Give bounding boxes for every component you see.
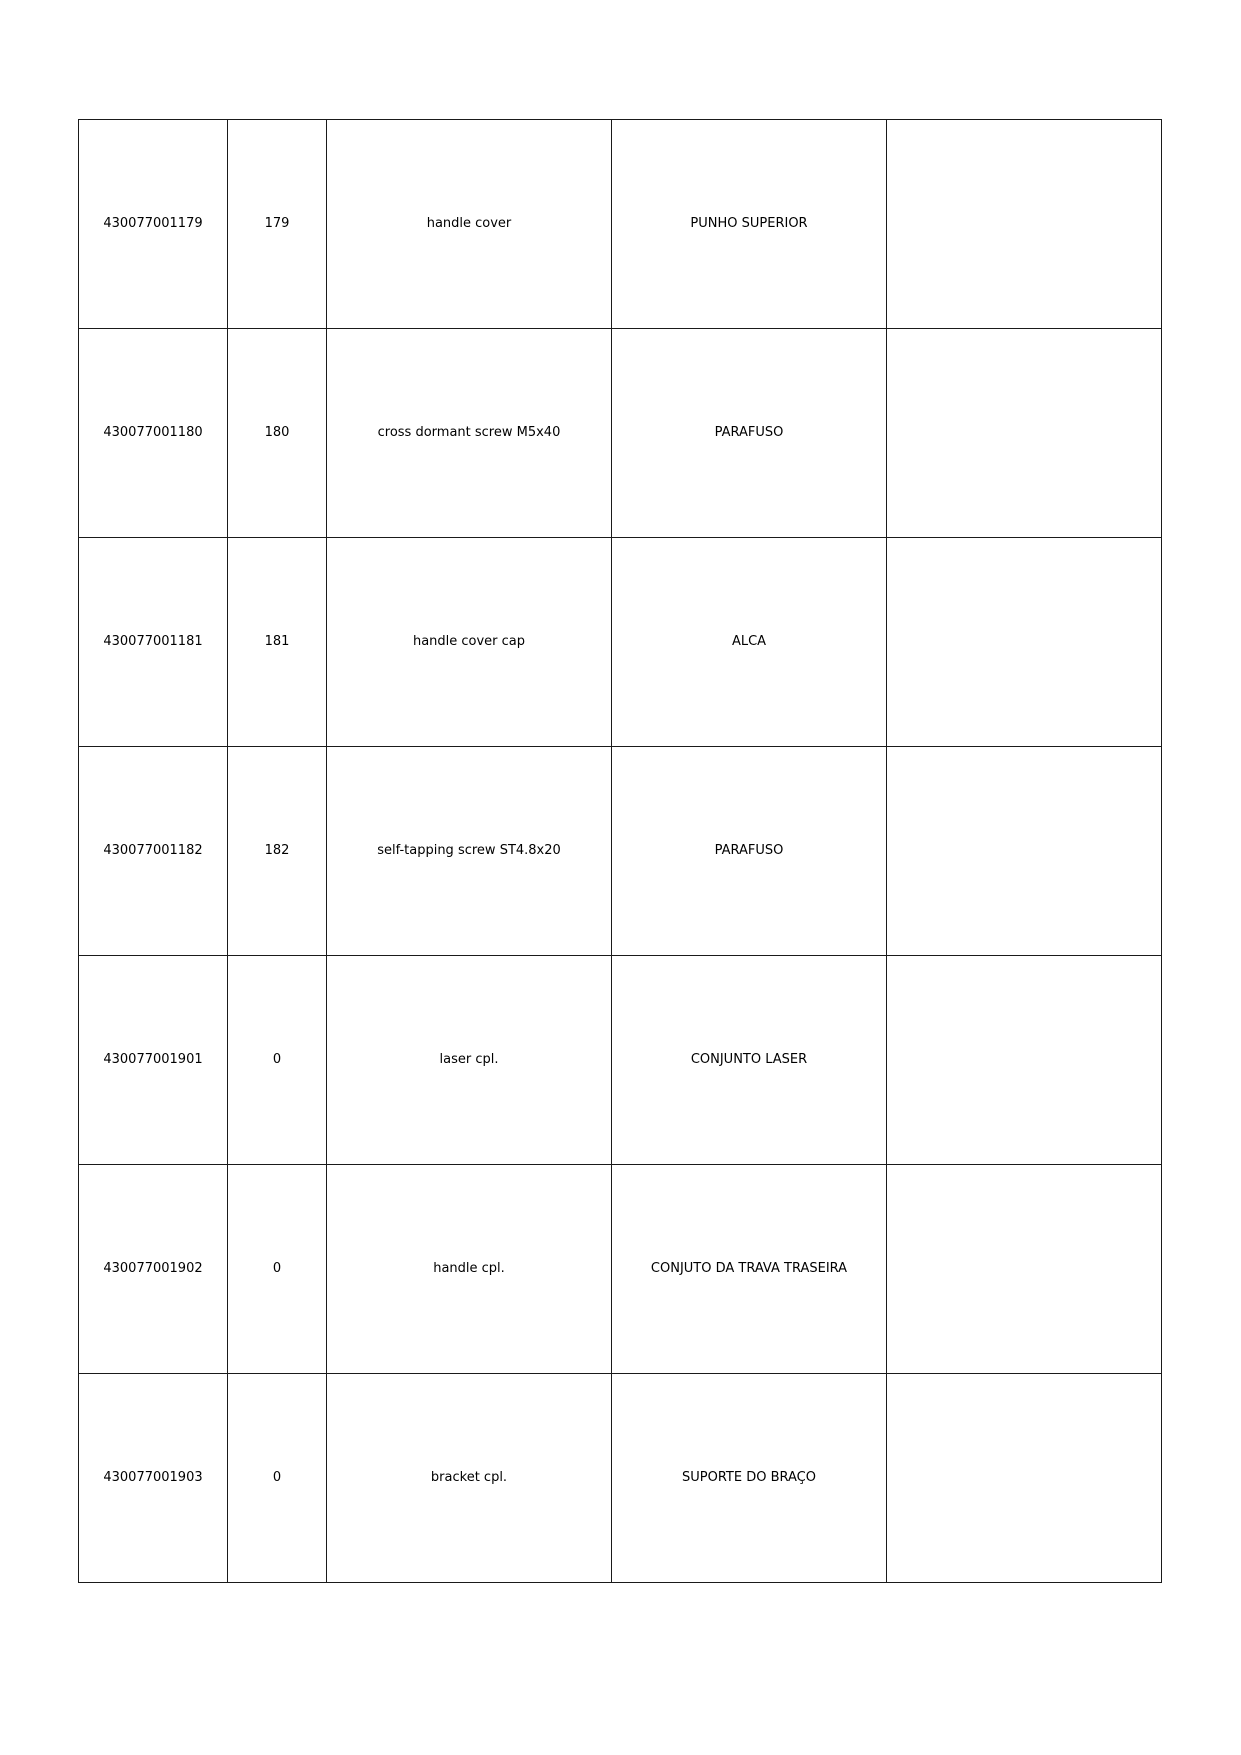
table-row — [79, 1165, 1162, 1374]
description-pt-cell: PARAFUSO — [612, 329, 887, 538]
table-row — [79, 329, 1162, 538]
description-pt-cell: PUNHO SUPERIOR — [612, 120, 887, 329]
description-en-cell: cross dormant screw M5x40 — [327, 329, 612, 538]
description-pt-cell: CONJUTO DA TRAVA TRASEIRA — [612, 1165, 887, 1374]
notes-cell — [887, 329, 1162, 538]
position-number-cell: 0 — [228, 956, 327, 1165]
table-row — [79, 956, 1162, 1165]
description-pt-cell: SUPORTE DO BRAÇO — [612, 1374, 887, 1583]
description-pt-cell: CONJUNTO LASER — [612, 956, 887, 1165]
position-number-cell: 0 — [228, 1374, 327, 1583]
notes-cell — [887, 747, 1162, 956]
table-row — [79, 120, 1162, 329]
table-row — [79, 538, 1162, 747]
table-row — [79, 747, 1162, 956]
table-row — [79, 1374, 1162, 1583]
position-number-cell: 0 — [228, 1165, 327, 1374]
position-number-cell: 181 — [228, 538, 327, 747]
notes-cell — [887, 1374, 1162, 1583]
part-code-cell: 430077001180 — [79, 329, 228, 538]
description-en-cell: handle cover — [327, 120, 612, 329]
part-code-cell: 430077001901 — [79, 956, 228, 1165]
notes-cell — [887, 538, 1162, 747]
description-en-cell: handle cover cap — [327, 538, 612, 747]
notes-cell — [887, 120, 1162, 329]
description-en-cell: laser cpl. — [327, 956, 612, 1165]
description-en-cell: bracket cpl. — [327, 1374, 612, 1583]
description-en-cell: self-tapping screw ST4.8x20 — [327, 747, 612, 956]
part-code-cell: 430077001179 — [79, 120, 228, 329]
parts-table-body — [79, 120, 1162, 1583]
parts-table — [78, 119, 1162, 1583]
notes-cell — [887, 1165, 1162, 1374]
description-pt-cell: PARAFUSO — [612, 747, 887, 956]
part-code-cell: 430077001181 — [79, 538, 228, 747]
part-code-cell: 430077001902 — [79, 1165, 228, 1374]
description-en-cell: handle cpl. — [327, 1165, 612, 1374]
position-number-cell: 182 — [228, 747, 327, 956]
notes-cell — [887, 956, 1162, 1165]
position-number-cell: 179 — [228, 120, 327, 329]
part-code-cell: 430077001182 — [79, 747, 228, 956]
position-number-cell: 180 — [228, 329, 327, 538]
part-code-cell: 430077001903 — [79, 1374, 228, 1583]
description-pt-cell: ALCA — [612, 538, 887, 747]
